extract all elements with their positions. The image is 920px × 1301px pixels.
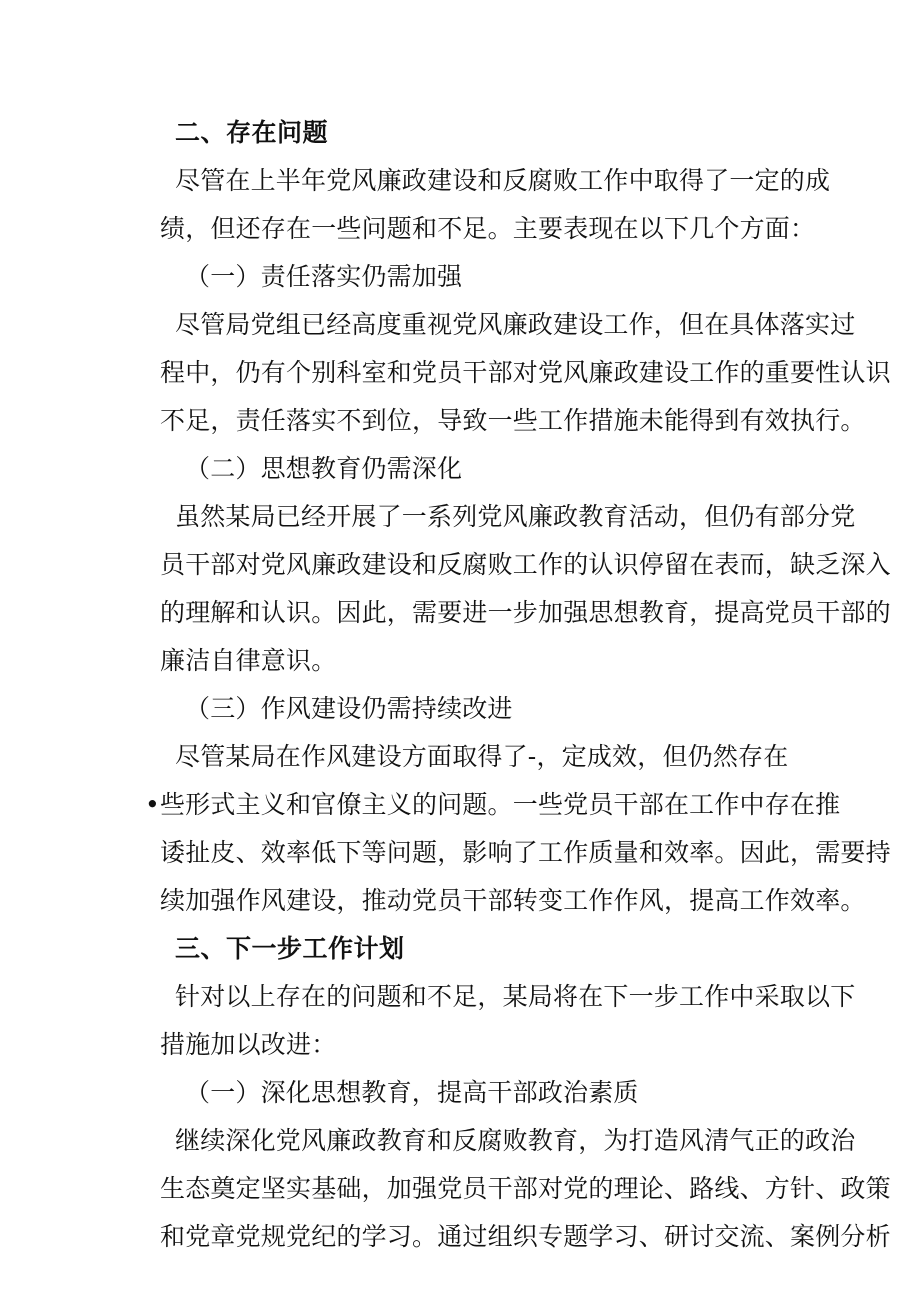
paragraph-line: 的理解和认识。因此，需要进一步加强思想教育，提高党员干部的 bbox=[160, 598, 891, 627]
paragraph-line: 廉洁自律意识。 bbox=[160, 646, 337, 675]
paragraph-line: 虽然某局已经开展了一系列党风廉政教育活动，但仍有部分党 bbox=[175, 502, 856, 531]
paragraph-line: 程中，仍有个别科室和党员干部对党风廉政建设工作的重要性认识 bbox=[160, 358, 891, 387]
subheading-deepen-education: （一）深化思想教育，提高干部政治素质 bbox=[185, 1078, 639, 1107]
paragraph-line: 续加强作风建设，推动党员干部转变工作作风，提高工作效率。 bbox=[160, 886, 866, 915]
paragraph-line: 员干部对党风廉政建设和反腐败工作的认识停留在表而，缺乏深入 bbox=[160, 550, 891, 579]
paragraph-line: •些形式主义和官僚主义的问题。一些党员干部在工作中存在推 bbox=[145, 790, 841, 819]
paragraph-line: 尽管某局在作风建设方面取得了-，定成效，但仍然存在 bbox=[175, 742, 789, 771]
paragraph-line: 措施加以改进： bbox=[160, 1030, 337, 1059]
paragraph-line: 不足，责任落实不到位，导致一些工作措施未能得到有效执行。 bbox=[160, 406, 866, 435]
paragraph-line: 生态奠定坚实基础，加强党员干部对党的理论、路线、方针、政策 bbox=[160, 1174, 891, 1203]
paragraph-line: 继续深化党风廉政教育和反腐败教育，为打造风清气正的政治 bbox=[175, 1126, 856, 1155]
paragraph-line: 针对以上存在的问题和不足，某局将在下一步工作中采取以下 bbox=[175, 982, 856, 1011]
section-heading-next-steps: 三、下一步工作计划 bbox=[175, 934, 405, 963]
paragraph-line: 诿扯皮、效率低下等问题，影响了工作质量和效率。因此，需要持 bbox=[160, 838, 891, 867]
subheading-work-style: （三）作风建设仍需持续改进 bbox=[185, 694, 513, 723]
paragraph-line: 绩，但还存在一些问题和不足。主要表现在以下几个方面： bbox=[160, 214, 816, 243]
paragraph-line: 尽管局党组已经高度重视党风廉政建设工作，但在具体落实过 bbox=[175, 310, 856, 339]
paragraph-line: 尽管在上半年党风廉政建设和反腐败工作中取得了一定的成 bbox=[175, 166, 831, 195]
paragraph-line: 和党章党规党纪的学习。通过组织专题学习、研讨交流、案例分析 bbox=[160, 1222, 891, 1251]
subheading-education: （二）思想教育仍需深化 bbox=[185, 454, 463, 483]
subheading-responsibility: （一）责任落实仍需加强 bbox=[185, 262, 463, 291]
section-heading-problems: 二、存在问题 bbox=[175, 118, 329, 147]
